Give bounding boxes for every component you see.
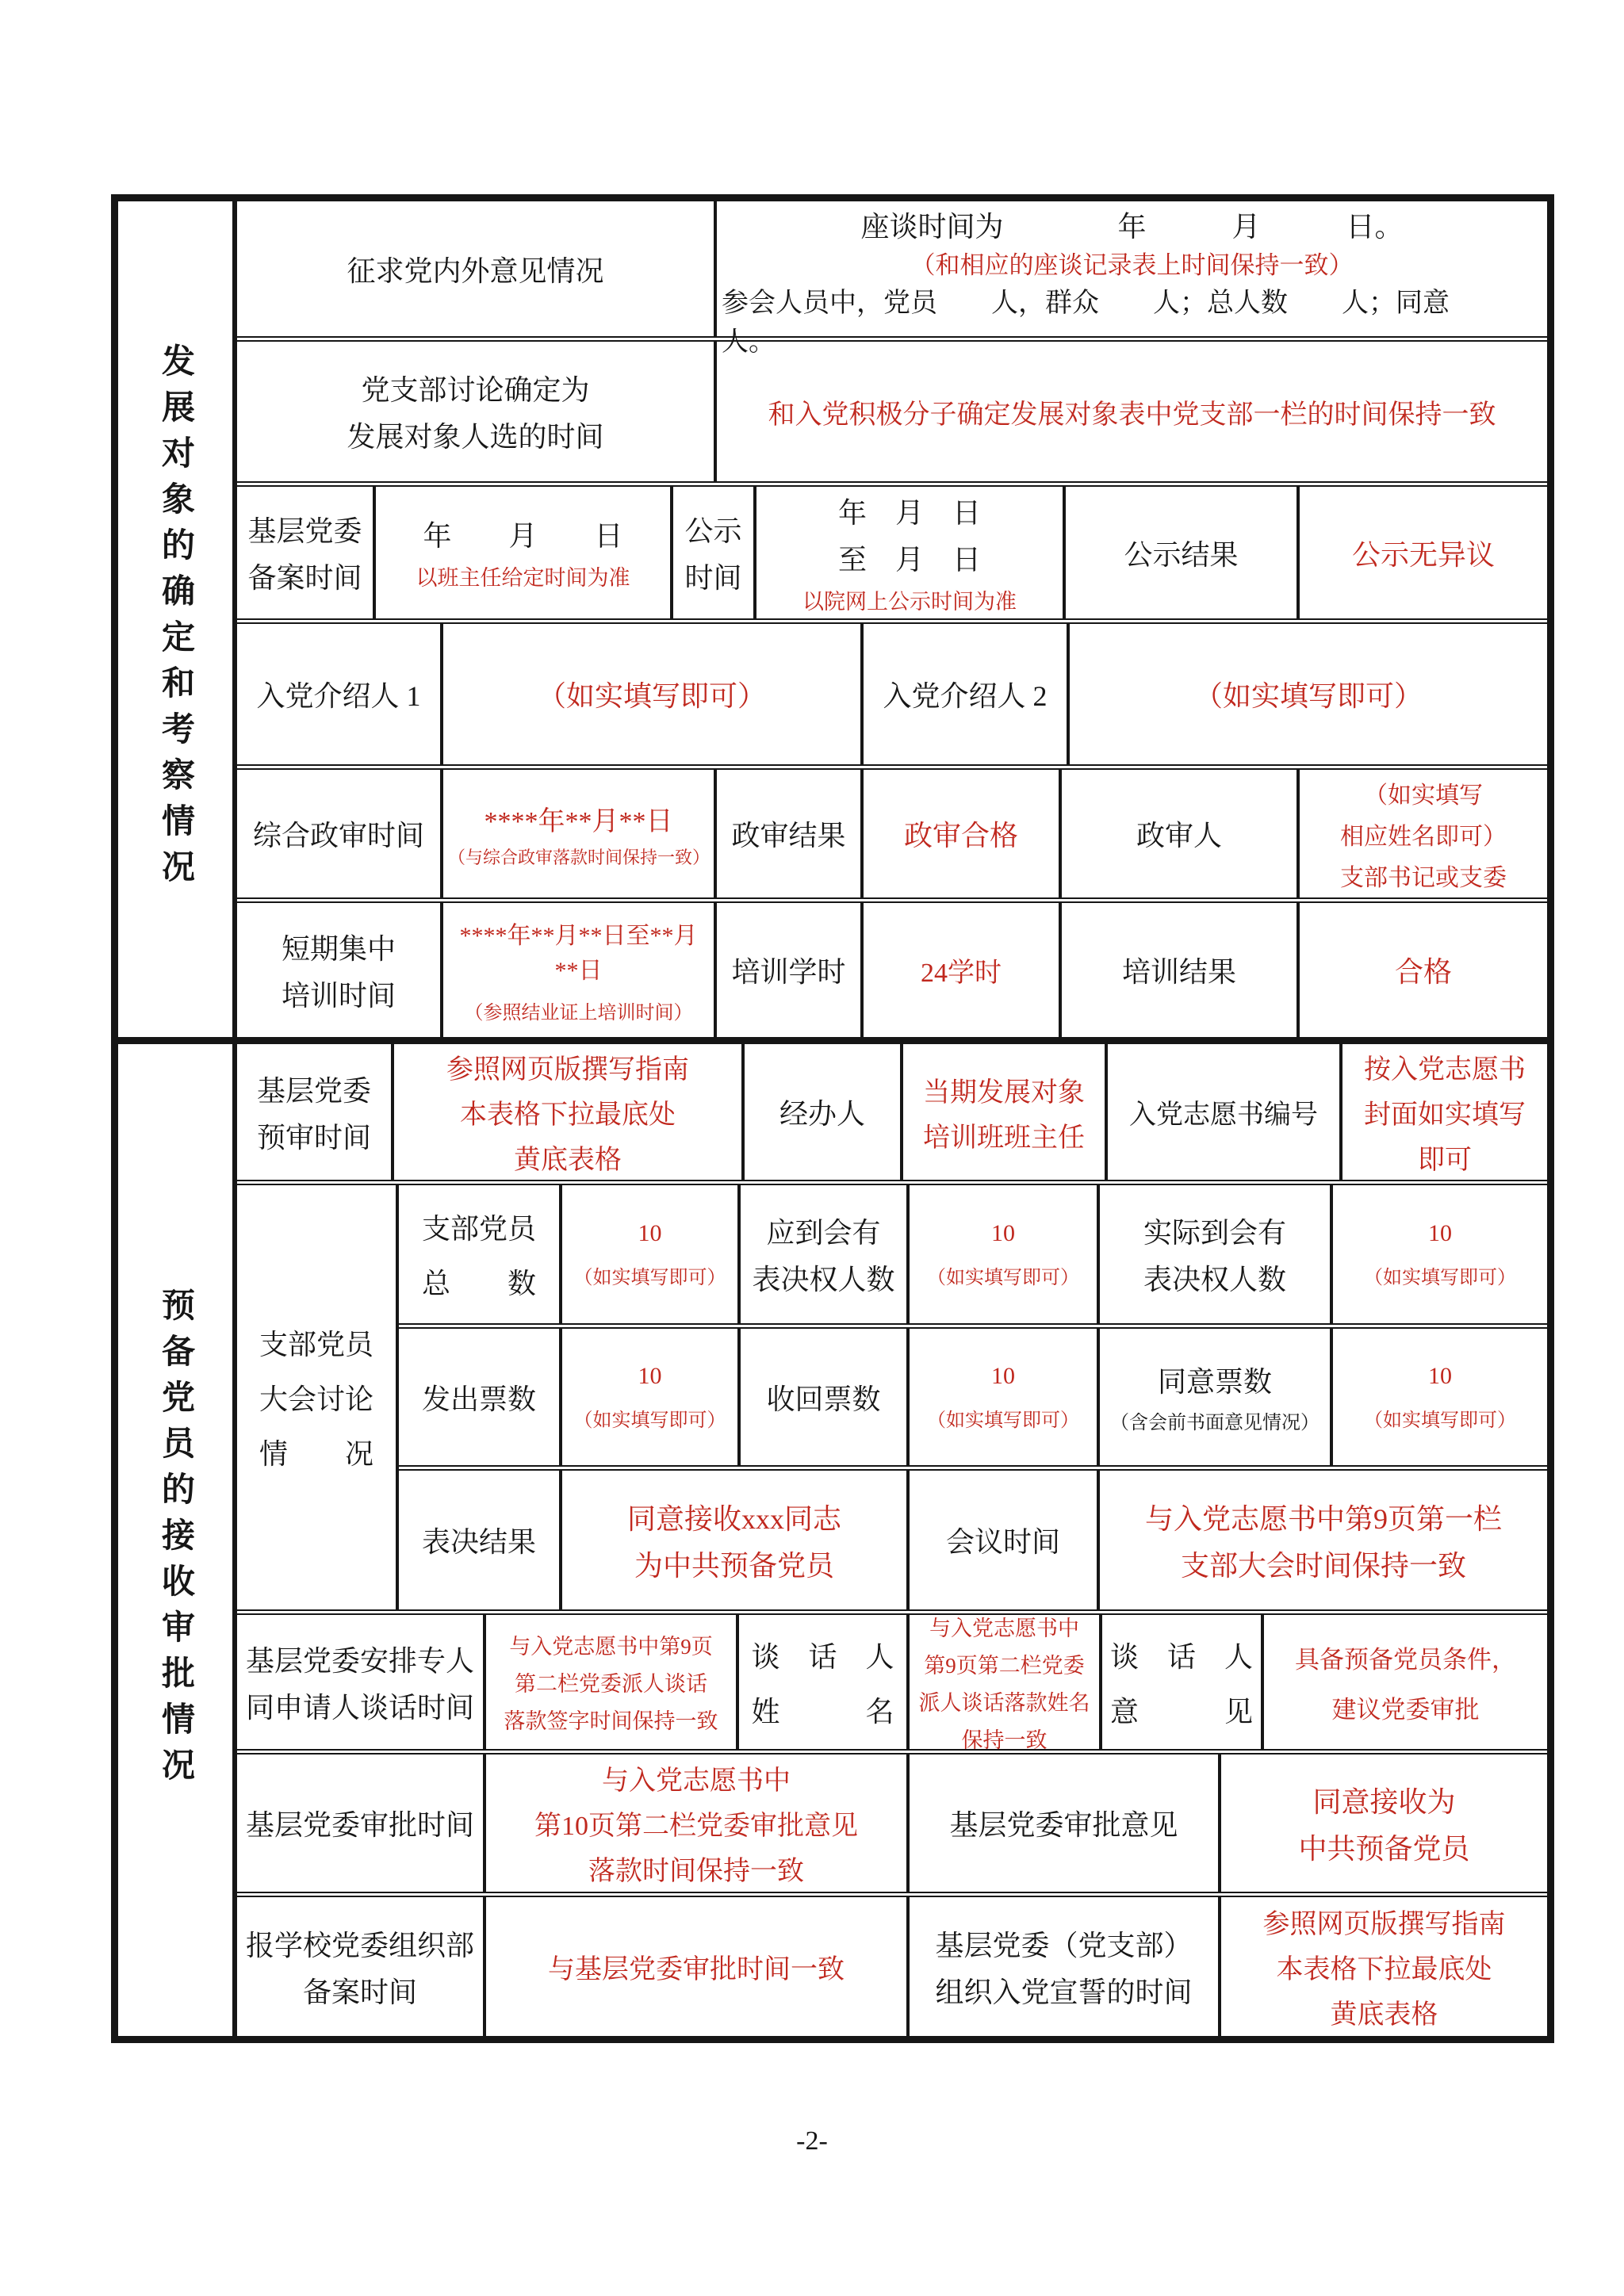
introducer1-label: 入党介绍人 1 — [256, 680, 421, 712]
talker-opinion-label-cell — [1102, 1615, 1264, 1749]
party-membership-form-table — [111, 194, 1554, 2043]
agree-votes-label-cell — [1100, 1329, 1333, 1465]
symposium-time-line: 座谈时间为 年 月 日。 — [860, 211, 1404, 243]
application-book-number-label: 入党志愿书编号 — [1129, 1100, 1318, 1130]
training-result-label-cell — [1062, 903, 1300, 1037]
talk-time-note-line1: 与入党志愿书中第9页 — [509, 1635, 713, 1659]
oath-time-note-line1: 参照网页版撰写指南 — [1262, 1910, 1506, 1939]
branch-discussion-time-label-cell — [237, 342, 717, 481]
development-target-rows — [237, 201, 1547, 1037]
training-result-value-cell — [1300, 903, 1547, 1037]
vote-result-value-line1: 同意接收xxx同志 — [626, 1502, 841, 1535]
soliciting-opinions-label-cell — [237, 201, 717, 336]
political-review-date-note: （与综合政审落款时间保持一致） — [448, 847, 710, 867]
ballots-returned-value: 10 — [991, 1362, 1015, 1389]
training-date-range: ****年**月**日至**月**日 — [459, 923, 698, 984]
introducer1-note: （如实填写即可） — [537, 680, 766, 712]
committee-approval-opinion-label-cell — [910, 1755, 1221, 1892]
expected-voters-label-line2: 表决权人数 — [752, 1264, 895, 1295]
vote-result-value-cell — [562, 1471, 910, 1609]
agree-votes-value: 10 — [1428, 1362, 1452, 1389]
committee-filing-label-line2: 备案时间 — [247, 562, 362, 594]
training-time-label-line2: 培训时间 — [281, 979, 396, 1012]
university-filing-time-note: 与基层党委审批时间一致 — [548, 1955, 845, 1984]
expected-voters-label-line1: 应到会有 — [766, 1217, 881, 1249]
training-hours-label: 培训学时 — [731, 956, 846, 988]
political-reviewer-label-cell — [1062, 770, 1300, 897]
talker-name-label-line2: 姓 名 — [751, 1695, 894, 1728]
handler-label-cell — [745, 1044, 903, 1180]
university-filing-time-value-cell — [486, 1897, 910, 2036]
committee-approval-opinion-value-line1: 同意接收为 — [1312, 1785, 1456, 1818]
talker-name-note-line1: 与入党志愿书中 — [929, 1616, 1079, 1640]
ballots-issued-label: 发出票数 — [421, 1383, 536, 1415]
publicity-date-note: 以院网上公示时间为准 — [802, 589, 1017, 614]
vote-result-value-line2: 为中共预备党员 — [634, 1549, 834, 1582]
actual-voters-note: （如实填写即可） — [1364, 1267, 1516, 1288]
application-book-number-note-line1: 按入党志愿书 — [1364, 1055, 1526, 1085]
pre-review-time-label-line2: 预审时间 — [256, 1121, 371, 1154]
application-book-number-note-line3: 即可 — [1418, 1146, 1472, 1175]
publicity-result-value-cell — [1300, 487, 1547, 618]
handler-label: 经办人 — [779, 1098, 865, 1130]
row-committee-approval — [237, 1755, 1547, 1897]
political-reviewer-note-line1: （如实填写 — [1364, 782, 1483, 809]
talk-time-label-cell — [237, 1615, 486, 1749]
talk-time-value-cell — [486, 1615, 739, 1749]
row-branch-meeting-group — [237, 1185, 1547, 1615]
page-number: -2- — [796, 2126, 828, 2156]
publicity-time-label-line2: 时间 — [684, 562, 742, 594]
talk-time-label-line2: 同申请人谈话时间 — [245, 1691, 474, 1724]
oath-time-label-cell — [910, 1897, 1221, 2036]
political-review-result-label: 政审结果 — [731, 820, 846, 851]
actual-voters-value: 10 — [1428, 1219, 1452, 1246]
total-members-value-cell — [562, 1185, 741, 1323]
ballots-returned-note: （如实填写即可） — [927, 1410, 1079, 1431]
political-reviewer-note-line3: 支部书记或支委 — [1340, 864, 1507, 891]
ballots-returned-value-cell — [910, 1329, 1100, 1465]
meeting-time-note-line1: 与入党志愿书中第9页第一栏 — [1144, 1502, 1502, 1535]
meeting-time-note-line2: 支部大会时间保持一致 — [1180, 1549, 1466, 1582]
ballots-returned-label: 收回票数 — [766, 1383, 881, 1415]
committee-approval-time-note-line2: 第10页第二栏党委审批意见 — [534, 1812, 858, 1841]
ballots-issued-note: （如实填写即可） — [573, 1410, 726, 1431]
development-target-section — [118, 201, 1547, 1044]
talker-name-note-line2: 第9页第二栏党委 — [924, 1653, 1085, 1678]
vote-result-label: 表决结果 — [421, 1526, 536, 1558]
row-member-counts — [399, 1185, 1547, 1329]
vote-result-label-cell — [399, 1471, 562, 1609]
development-target-section-label: 发展对象的确定和考察情况 — [157, 343, 193, 895]
committee-approval-opinion-value-cell — [1221, 1755, 1547, 1892]
talker-opinion-label-line1: 谈 话 人 — [1109, 1640, 1253, 1673]
application-book-number-note-line2: 封面如实填写 — [1364, 1100, 1526, 1130]
publicity-time-value-cell — [756, 487, 1066, 618]
handler-value-line1: 当期发展对象 — [923, 1077, 1085, 1108]
branch-meeting-group-label-cell — [237, 1185, 399, 1609]
ballots-issued-value: 10 — [638, 1362, 662, 1389]
meeting-time-value-cell — [1100, 1471, 1547, 1609]
expected-voters-note: （如实填写即可） — [927, 1267, 1079, 1288]
political-review-date: ****年**月**日 — [484, 806, 673, 836]
row-soliciting-opinions — [237, 201, 1547, 357]
talker-opinion-value-line2: 建议党委审批 — [1331, 1695, 1480, 1724]
branch-discussion-time-value-cell — [717, 342, 1547, 481]
meeting-time-label: 会议时间 — [945, 1526, 1060, 1558]
probationary-member-rows — [237, 1044, 1547, 2036]
actual-voters-label-cell — [1100, 1185, 1333, 1323]
pre-review-time-value-cell — [394, 1044, 745, 1180]
talker-name-note-line3: 派人谈话落款姓名 — [918, 1690, 1090, 1715]
branch-discussion-label-line2: 发展对象人选的时间 — [347, 421, 604, 453]
ballots-issued-value-cell — [562, 1329, 741, 1465]
total-members-note: （如实填写即可） — [573, 1267, 726, 1288]
talk-time-note-line2: 第二栏党委派人谈话 — [515, 1672, 707, 1696]
row-committee-filing-time — [237, 487, 1547, 624]
row-vote-result — [399, 1471, 1547, 1609]
political-reviewer-value-cell — [1300, 770, 1547, 897]
political-review-result-value: 政审合格 — [903, 820, 1018, 851]
probationary-member-section-label-cell — [118, 1044, 237, 2036]
political-reviewer-note-line2: 相应姓名即可） — [1340, 823, 1507, 850]
talker-opinion-value-cell — [1264, 1615, 1547, 1749]
training-hours-value-cell — [864, 903, 1062, 1037]
talk-time-note-line3: 落款签字时间保持一致 — [504, 1709, 718, 1733]
publicity-date-blank-line1: 年 月 日 — [837, 496, 981, 529]
row-branch-discussion-time — [237, 342, 1547, 487]
university-filing-time-label-cell — [237, 1897, 486, 2036]
row-university-filing — [237, 1897, 1547, 2036]
publicity-date-blank-line2: 至 月 日 — [837, 543, 981, 576]
university-filing-time-label-line1: 报学校党委组织部 — [245, 1929, 474, 1961]
training-time-label-line1: 短期集中 — [281, 932, 396, 965]
talker-name-value-cell — [910, 1615, 1102, 1752]
talk-time-label-line1: 基层党委安排专人 — [245, 1644, 474, 1677]
oath-time-note-line3: 黄底表格 — [1330, 2000, 1438, 2030]
political-review-result-value-cell — [864, 770, 1062, 897]
branch-meeting-group-label-line3: 情 况 — [259, 1438, 373, 1470]
symposium-time-note: （和相应的座谈记录表上时间保持一致） — [910, 251, 1354, 279]
committee-approval-time-note-line1: 与入党志愿书中 — [602, 1766, 791, 1796]
political-review-time-value-cell — [443, 770, 717, 897]
agree-votes-value-cell — [1333, 1329, 1547, 1465]
talker-opinion-label-line2: 意 见 — [1109, 1695, 1253, 1728]
political-review-time-label-cell — [237, 770, 443, 897]
committee-approval-time-note-line3: 落款时间保持一致 — [588, 1857, 804, 1886]
oath-time-value-cell — [1221, 1897, 1547, 2036]
expected-voters-value: 10 — [991, 1219, 1015, 1246]
total-members-value: 10 — [638, 1219, 662, 1246]
political-review-time-label: 综合政审时间 — [252, 820, 424, 851]
publicity-result-value: 公示无异议 — [1351, 538, 1495, 571]
soliciting-opinions-value-cell — [717, 201, 1547, 357]
row-pre-review — [237, 1044, 1547, 1185]
committee-approval-time-value-cell — [486, 1755, 910, 1892]
political-reviewer-label: 政审人 — [1136, 820, 1222, 851]
total-members-label-cell — [399, 1185, 562, 1323]
committee-filing-date-cell — [376, 487, 673, 618]
ballots-returned-label-cell — [741, 1329, 910, 1465]
actual-voters-label-line2: 表决权人数 — [1143, 1264, 1286, 1295]
training-date-note: （参照结业证上培训时间） — [464, 1003, 693, 1024]
committee-filing-date-blank: 年 月 日 — [423, 520, 623, 552]
committee-filing-label-line1: 基层党委 — [247, 515, 362, 547]
branch-discussion-label-line1: 党支部讨论确定为 — [361, 374, 590, 406]
row-ballot-counts — [399, 1329, 1547, 1471]
branch-meeting-group-rows — [399, 1185, 1547, 1609]
soliciting-opinions-label: 征求党内外意见情况 — [347, 254, 604, 287]
training-time-label-cell — [237, 903, 443, 1037]
introducer2-value-cell — [1070, 624, 1547, 764]
agree-votes-label: 同意票数 — [1157, 1366, 1272, 1398]
row-short-term-training — [237, 903, 1547, 1037]
pre-review-time-label-line1: 基层党委 — [256, 1074, 371, 1107]
pre-review-note-line2: 本表格下拉最底处 — [460, 1100, 676, 1130]
attendees-line: 参会人员中，党员 人，群众 人；总人数 人；同意 人。 — [722, 289, 1503, 357]
probationary-member-section — [118, 1044, 1547, 2036]
total-members-label-line2: 总 数 — [421, 1268, 536, 1299]
publicity-time-label-line1: 公示 — [684, 515, 742, 547]
training-hours-label-cell — [717, 903, 864, 1037]
row-committee-talk — [237, 1615, 1547, 1755]
talker-name-label-line1: 谈 话 人 — [751, 1640, 894, 1673]
agree-votes-note: （如实填写即可） — [1364, 1410, 1516, 1431]
development-target-section-label-cell — [118, 201, 237, 1037]
training-result-label: 培训结果 — [1121, 956, 1236, 988]
pre-review-note-line1: 参照网页版撰写指南 — [446, 1055, 689, 1085]
branch-meeting-group-label-line2: 大会讨论 — [259, 1383, 373, 1415]
expected-voters-value-cell — [910, 1185, 1100, 1323]
pre-review-time-label-cell — [237, 1044, 394, 1180]
training-result-value: 合格 — [1394, 956, 1452, 988]
publicity-result-label: 公示结果 — [1124, 538, 1239, 571]
handler-value-cell — [903, 1044, 1108, 1180]
training-hours-value: 24学时 — [921, 959, 1002, 988]
row-introducers — [237, 624, 1547, 770]
probationary-member-section-label: 预备党员的接收审批情况 — [157, 1287, 193, 1793]
total-members-label-line1: 支部党员 — [421, 1213, 536, 1245]
university-filing-time-label-line2: 备案时间 — [302, 1976, 417, 2008]
row-political-review — [237, 770, 1547, 903]
political-review-result-label-cell — [717, 770, 864, 897]
application-book-number-value-cell — [1342, 1044, 1547, 1180]
actual-voters-value-cell — [1333, 1185, 1547, 1323]
actual-voters-label-line1: 实际到会有 — [1143, 1217, 1286, 1249]
oath-time-label-line2: 组织入党宣誓的时间 — [935, 1976, 1193, 2008]
committee-filing-date-note: 以班主任给定时间为准 — [416, 566, 630, 590]
pre-review-note-line3: 黄底表格 — [514, 1146, 622, 1175]
introducer2-label-cell — [864, 624, 1070, 764]
committee-approval-time-label: 基层党委审批时间 — [245, 1809, 474, 1841]
committee-filing-label-cell — [237, 487, 376, 618]
introducer1-value-cell — [443, 624, 864, 764]
introducer2-label: 入党介绍人 2 — [883, 680, 1048, 712]
introducer1-label-cell — [237, 624, 443, 764]
branch-meeting-group-label-line1: 支部党员 — [259, 1329, 373, 1360]
talker-name-label-cell — [739, 1615, 910, 1749]
committee-approval-time-label-cell — [237, 1755, 486, 1892]
ballots-issued-label-cell — [399, 1329, 562, 1465]
application-book-number-label-cell — [1108, 1044, 1342, 1180]
talker-name-note-line4: 保持一致 — [961, 1728, 1048, 1752]
agree-votes-label-note: （含会前书面意见情况） — [1110, 1413, 1320, 1433]
talker-opinion-value-line1: 具备预备党员条件， — [1295, 1645, 1516, 1674]
publicity-time-label-cell — [673, 487, 756, 618]
handler-value-line2: 培训班班主任 — [923, 1123, 1085, 1153]
publicity-result-label-cell — [1066, 487, 1300, 618]
committee-approval-opinion-label: 基层党委审批意见 — [949, 1809, 1178, 1841]
training-time-value-cell — [443, 903, 717, 1037]
introducer2-note: （如实填写即可） — [1193, 680, 1423, 712]
oath-time-label-line1: 基层党委（党支部） — [935, 1929, 1193, 1961]
expected-voters-label-cell — [741, 1185, 910, 1323]
branch-discussion-time-note: 和入党积极分子确定发展对象表中党支部一栏的时间保持一致 — [768, 400, 1496, 430]
meeting-time-label-cell — [910, 1471, 1100, 1609]
oath-time-note-line2: 本表格下拉最底处 — [1276, 1955, 1492, 1984]
committee-approval-opinion-value-line2: 中共预备党员 — [1298, 1832, 1470, 1865]
